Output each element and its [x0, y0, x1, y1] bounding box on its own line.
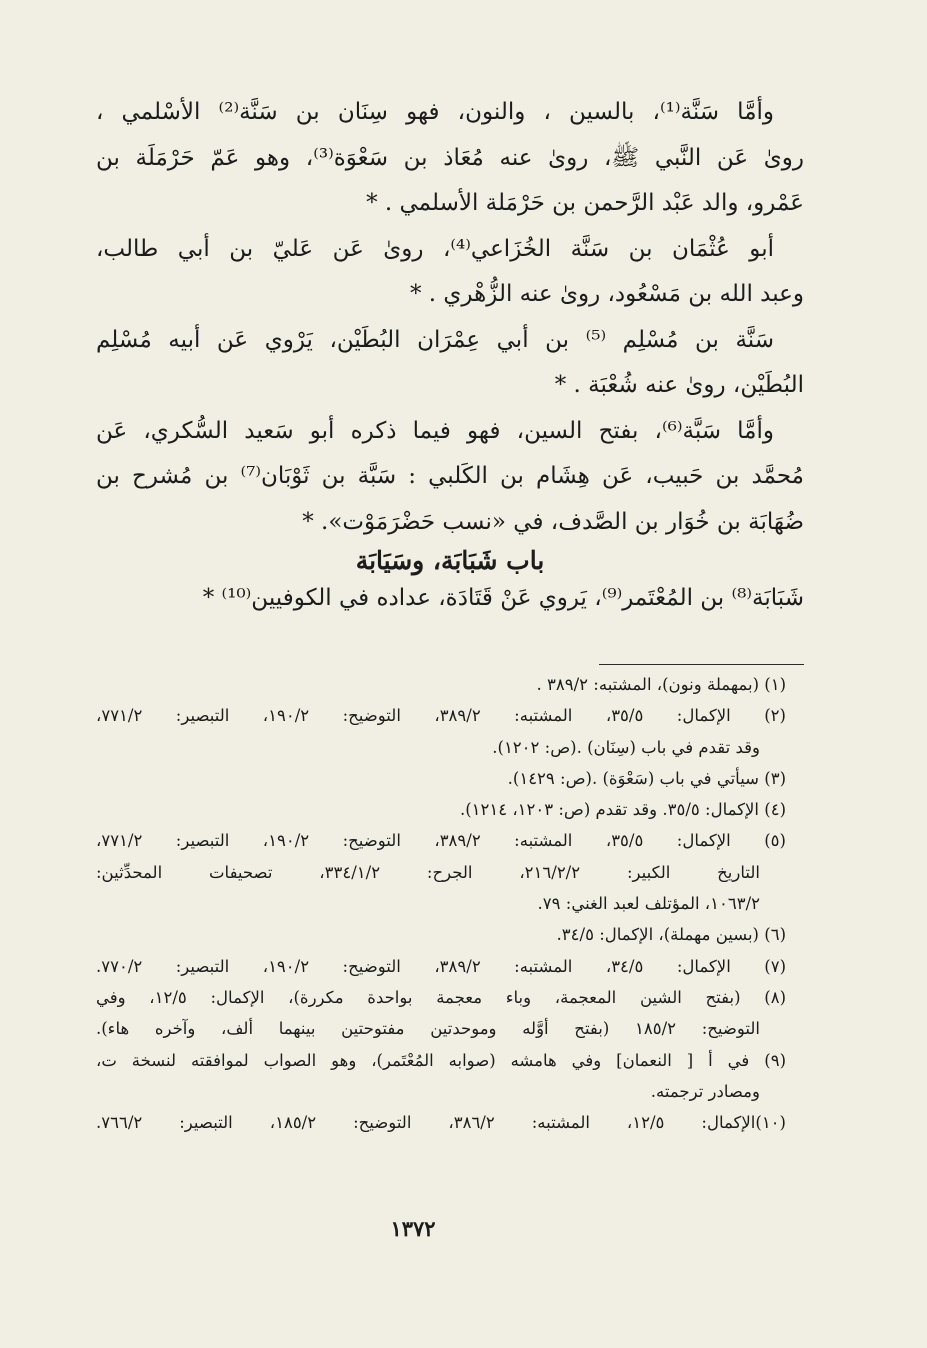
footnote-5: (٥) الإكمال: ٣٥/٥، المشتبه: ٣٨٩/٢، التوضيح: ١٩٠/٢، التبصير: ٧٧١/٢، [96, 831, 786, 851]
footnote-3: (٣) سيأتي في باب (سَعْوَة) .(ص: ١٤٢٩). [507, 768, 786, 788]
footnote-4: (٤) الإكمال: ٣٥/٥. وقد تقدم (ص: ١٢٠٣، ١٢١٤). [459, 800, 786, 820]
footnote-7: (٧) الإكمال: ٣٤/٥، المشتبه: ٣٨٩/٢، التوضيح: ١٩٠/٢، التبصير: ٧٧٠/٢. [96, 956, 786, 976]
footnote-9-cont: ومصادر ترجمته. [650, 1081, 760, 1101]
text-line-8: وأمَّا سَبَّة⁽⁶⁾، بفتح السين، فهو فيما ذكره أبو سَعيد السُّكري، عَن [96, 417, 774, 444]
footnote-6: (٦) (بسين مهملة)، الإكمال: ٣٤/٥. [556, 925, 786, 945]
text-line-7: البُطَيْن، روىٰ عنه شُعْبَة . * [554, 372, 804, 398]
text-line-1: وأمَّا سَنَّة⁽¹⁾، بالسين ، والنون، فهو سِنَان بن سَنَّة⁽²⁾ الأسْلمي ، [96, 99, 775, 125]
footnote-8: (٨) (بفتح الشين المعجمة، وباء معجمة بواحدة مكررة)، الإكمال: ١٢/٥، وفي [96, 987, 786, 1007]
footnote-divider [599, 664, 804, 665]
footnote-10: (١٠)الإكمال: ١٢/٥، المشتبه: ٣٨٦/٢، التوضيح: ١٨٥/٢، التبصير: ٧٦٦/٢. [96, 1113, 786, 1133]
text-line-3: عَمْرو، والد عَبْد الرَّحمن بن حَرْمَلة الأسلمي . * [366, 190, 804, 216]
footnote-1: (١) (بمهملة ونون)، المشتبه: ٣٨٩/٢ . [536, 675, 786, 694]
text-line-4: أبو عُثْمَان بن سَنَّة الخُزَاعي⁽⁴⁾، روىٰ عَن عَليّ بن أبي طالب، [96, 235, 774, 262]
footnote-5-cont-2: ١٠٦٣/٢، المؤتلف لعبد الغني: ٧٩. [537, 894, 760, 914]
text-line-6: سَنَّة بن مُسْلِم ⁽⁵⁾ بن أبي عِمْرَان البُطَيْن، يَرْوي عَن أبيه مُسْلِم [96, 326, 774, 353]
section-heading: باب شَبَابَة، وسَيَابَة [355, 546, 545, 575]
text-line-9: مُحمَّد بن حَبيب، عَن هِشَام بن الكَلبي : سَبَّة بن ثَوْبَان⁽⁷⁾ بن مُشرح بن [96, 463, 804, 489]
text-line-10: ضُهَابَة بن خُوَار بن الصَّدف، في «نسب حَضْرَمَوْت». * [302, 508, 804, 535]
page-number: ١٣٧٢ [390, 1216, 436, 1241]
main-text [96, 97, 804, 623]
text-line-5: وعبد الله بن مَسْعُود، روىٰ عنه الزُّهْري . * [410, 281, 804, 307]
footnote-5-cont-1: التاريخ الكبير: ٢١٦/٢/٢، الجرح: ٣٣٤/١/٢، تصحيفات المحدِّثين: [96, 862, 760, 882]
footnote-2: (٢) الإكمال: ٣٥/٥، المشتبه: ٣٨٩/٢، التوضيح: ١٩٠/٢، التبصير: ٧٧١/٢، [96, 706, 786, 726]
entry-line: شَبَابَة⁽⁸⁾ بن المُعْتَمر⁽⁹⁾، يَروي عَنْ قَتَادَة، عداده في الكوفيين⁽¹⁰⁾ * [202, 585, 804, 611]
text-line-2: روىٰ عَن النَّبي ﷺ، روىٰ عنه مُعَاذ بن سَعْوَة⁽³⁾، وهو عَمّ حَرْمَلَة بن [96, 144, 804, 171]
footnotes [96, 673, 786, 1142]
footnote-9: (٩) في أ [ النعمان] وفي هامشه (صوابه المُعْتَمر)، وهو الصواب لموافقته لنسخة ت، [96, 1050, 786, 1070]
footnote-8-cont: التوضيح: ١٨٥/٢ (بفتح أوَّله وموحدتين مفتوحتين بينهما ألف، وآخره هاء). [96, 1019, 761, 1039]
footnote-2-cont: وقد تقدم في باب (سِنَان) .(ص: ١٢٠٢). [492, 737, 760, 757]
